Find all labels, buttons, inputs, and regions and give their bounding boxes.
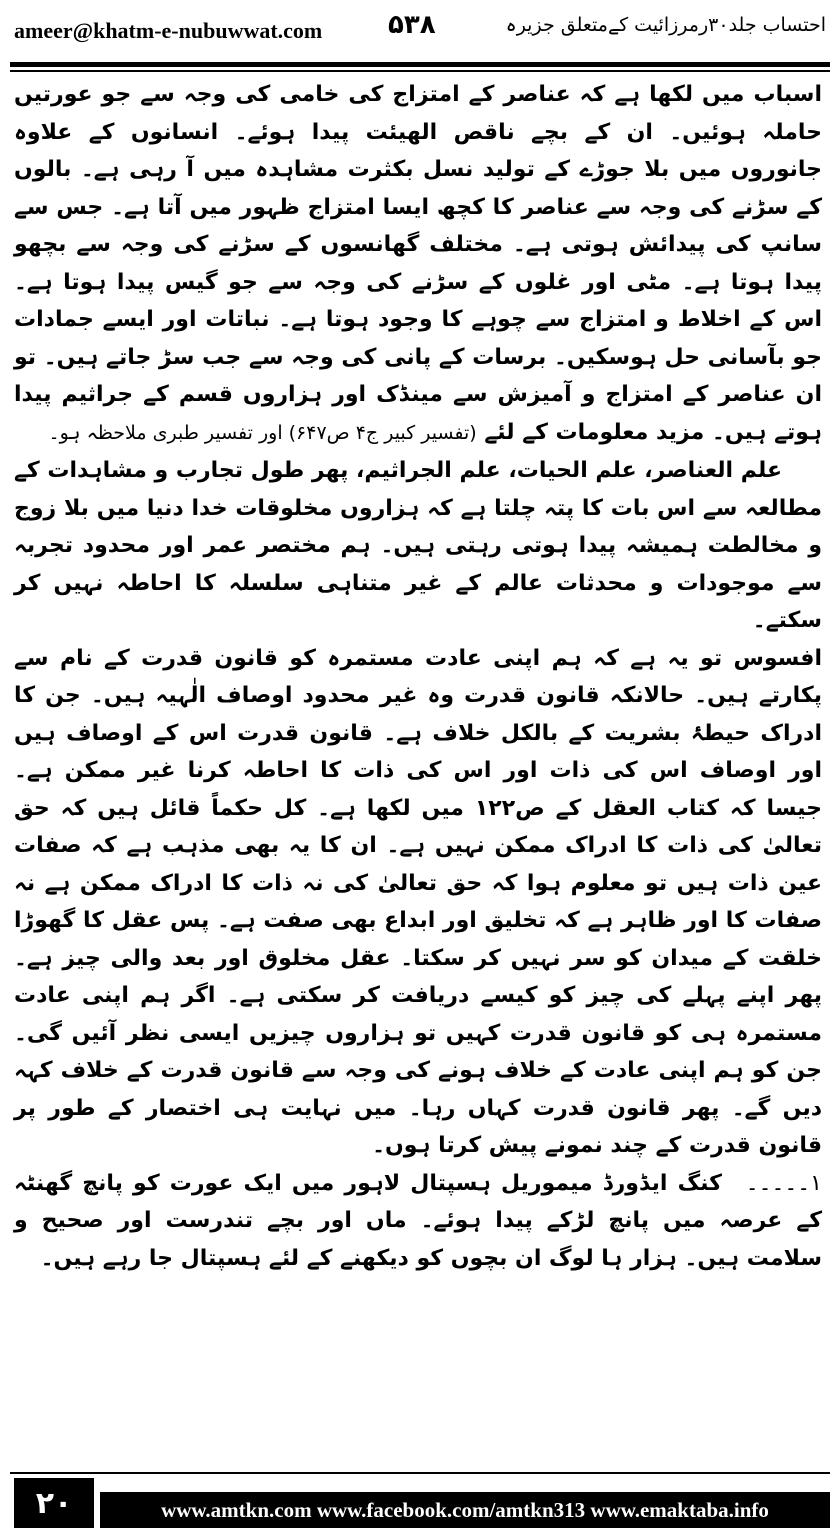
page-header	[0, 0, 840, 58]
header-email: ameer@khatm-e-nubuwwat.com	[14, 18, 323, 43]
footer-rule	[10, 1472, 830, 1474]
numbered-item	[14, 1165, 822, 1278]
paragraph-text: اسباب میں لکھا ہے کہ عناصر کے امتزاج کی خامی کی وجہ سے جو عورتیں حاملہ ہوئیں۔ ان کے بچے ناقص الھیئت پیدا ہوئے۔ انسانوں کے علاوہ جانوروں میں بلا جوڑے کے تولید نسل بکثرت مشاہدہ میں آ رہی ہے۔ بالوں کے سڑنے کی وجہ سے عناصر کا کچھ ایسا امتزاج ظہور میں آتا ہے۔ جس سے سانپ کی پیدائش ہوتی ہے۔ مختلف گھانسوں کے سڑنے کی وجہ سے بچھو پیدا ہوتا ہے۔ مٹی اور غلوں کے سڑنے کی وجہ سے جو گیس پیدا ہوتا ہے۔ اس کے اخلاط و امتزاج سے چوہے کا وجود ہوتا ہے۔ نباتات اور ایسے جمادات جو بآسانی حل ہوسکیں۔ برسات کے پانی کی وجہ سے جب سڑ جاتے ہیں۔ تو ان عناصر کے امتزاج و آمیزش سے مینڈک اور ہزاروں قسم کے جراثیم پیدا ہوتے ہیں۔ مزید معلومات کے لئے	[14, 82, 822, 445]
footer-links: www.amtkn.com www.facebook.com/amtkn313 www.emaktaba.info	[100, 1492, 830, 1528]
header-rule-thick	[10, 62, 830, 67]
paragraph	[14, 76, 822, 452]
page-number: ۵۳۸	[388, 10, 436, 40]
reference-note: (تفسیر کبیر ج۴ ص۶۴۷) اور تفسیر طبری ملاحظہ ہو۔	[48, 421, 477, 444]
book-title: احتساب جلد۳۰رمرزائیت کےمتعلق جزیرہ	[505, 14, 826, 36]
paragraph: افسوس تو یہ ہے کہ ہم اپنی عادت مستمرہ کو قانون قدرت کے نام سے پکارتے ہیں۔ حالانکہ قانون قدرت وہ غیر محدود اوصاف الٰہیہ ہیں۔ جن کا ادراک حیطۂ بشریت کے بالکل خلاف ہے۔ قانون قدرت اس کے اوصاف ہیں اور اوصاف اس کی ذات اور اس کی ذات کا احاطہ کرنا غیر ممکن ہے۔ جیسا کہ کتاب العقل کے ص۱۲۲ میں لکھا ہے۔ کل حکماً قائل ہیں کہ حق تعالیٰ کی ذات کا ادراک ممکن نہیں ہے۔ ان کا یہ بھی مذہب ہے کہ صفات عین ذات ہیں تو معلوم ہوا کہ حق تعالیٰ کی نہ ذات کا ادراک ممکن ہے نہ صفات کا اور ظاہر ہے کہ تخلیق اور ابداع بھی صفت ہے۔ پس عقل کا گھوڑا خلقت کے میدان کو سر نہیں کر سکتا۔ عقل مخلوق اور بعد والی چیز ہے۔ پھر اپنے پہلے کی چیز کو کیسے دریافت کر سکتی ہے۔ اگر ہم اپنی عادت مستمرہ ہی کو قانون قدرت کہیں تو ہزاروں چیزیں ایسی نظر آئیں گی۔ جن کو ہم اپنی عادت کے خلاف ہونے کی وجہ سے قانون قدرت کے خلاف کہہ دیں گے۔ پھر قانون قدرت کہاں رہا۔ میں نہایت ہی اختصار کے طور پر قانون قدرت کے چند نمونے پیش کرتا ہوں۔	[14, 645, 822, 1158]
item-text: کنگ ایڈورڈ میموریل ہسپتال لاہور میں ایک عورت کو پانچ گھنٹہ کے عرصہ میں پانچ لڑکے پیدا ہوئے۔ ماں اور بچے تندرست اور صحیح و سلامت ہیں۔ ہزار ہا لوگ ان بچوں کو دیکھنے کے لئے ہسپتال جا رہے ہیں۔	[14, 1170, 822, 1271]
item-number: ۱۔۔۔۔۔	[745, 1170, 822, 1196]
header-rule-thin	[10, 70, 830, 72]
footer-page-badge: ۲۰	[14, 1478, 94, 1528]
paragraph: علم العناصر، علم الحیات، علم الجراثیم، پھر طول تجارب و مشاہدات کے مطالعہ سے اس بات کا پتہ چلتا ہے کہ ہزاروں مخلوقات خدا دنیا میں بلا زوج و مخالطت ہمیشہ پیدا ہوتی رہتی ہیں۔ ہم مختصر عمر اور محدود تجربہ سے موجودات و محدثات عالم کے غیر متناہی سلسلہ کا احاطہ نہیں کر سکتے۔	[14, 458, 822, 633]
page-body	[14, 76, 822, 1277]
